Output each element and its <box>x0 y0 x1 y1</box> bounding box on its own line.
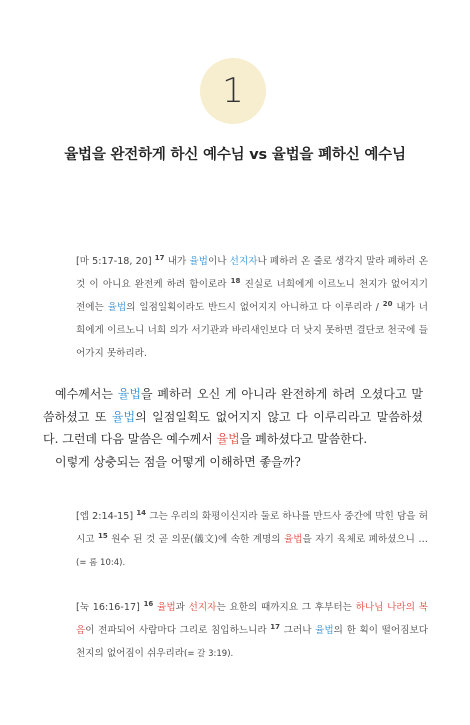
keyword-law: 율법 <box>117 387 141 401</box>
keyword-law: 율법 <box>107 302 127 313</box>
quote-reference: [엡 2:14-15] <box>76 511 137 522</box>
keyword-law: 율법 <box>315 625 334 636</box>
scripture-quote-luke <box>76 596 428 666</box>
verse-number: 16 <box>143 599 154 608</box>
body-paragraphs <box>43 383 423 473</box>
quote-text: 의 일점일획이라도 반드시 없어지지 아니하고 다 이루리라 / <box>126 302 383 313</box>
quote-text: 이 전파되어 사람마다 그리로 침입하느니라 <box>85 625 271 636</box>
scripture-quote-ephesians <box>76 505 428 575</box>
body-text: 을 폐하러 오신 게 아니라 완전하게 하려 오셨다고 말씀하셨고 또 <box>43 387 424 424</box>
verse-number: 14 <box>136 508 147 517</box>
keyword-law-red: 율법 <box>284 534 303 545</box>
scripture-quote-matthew <box>76 250 428 365</box>
quote-reference: [눅 16:16-17] <box>76 602 144 613</box>
quote-text: 내가 너희에게 이르노니 너희 의가 서기관과 바리새인보다 더 낫지 못하면 결단코 천국에 들어가지 못하리라. <box>76 302 428 359</box>
body-paragraph: 이렇게 상충되는 점을 어떻게 이해하면 좋을까? <box>55 454 301 469</box>
keyword-law-red: 율법 <box>216 432 240 446</box>
quote-text: 나 폐하러 온 줄로 생각지 말라 폐하러 온 것 이 아니요 완전케 하려 함이로라 <box>76 256 428 290</box>
quote-text: 진실로 너희에게 이르노니 천지가 없어지기 전에는 <box>76 279 428 313</box>
quote-text: 의 한 획이 떨어짐보다 천지의 없어짐이 쉬우리라 <box>76 625 428 659</box>
keyword-gospel-red: 하나님 나라의 복음 <box>76 602 428 636</box>
quote-text: 을 자기 육체로 폐하셨으니 … <box>302 534 428 545</box>
body-text: 예수께서는 <box>55 387 118 401</box>
body-text: 을 폐하셨다고 말씀한다. <box>239 432 368 446</box>
keyword-law: 율법 <box>189 256 208 267</box>
body-paragraph <box>43 383 423 451</box>
verse-number: 20 <box>382 299 393 308</box>
verse-number: 17 <box>270 622 281 631</box>
quote-text: 과 <box>175 602 189 613</box>
cross-reference: (= 롬 10:4). <box>76 558 126 568</box>
keyword-law: 율법 <box>111 409 136 424</box>
chapter-number-badge <box>200 58 266 124</box>
quote-text: 내가 <box>164 256 190 267</box>
keyword-prophets-red: 선지자 <box>188 602 217 613</box>
quote-text: 그러나 <box>280 625 316 636</box>
body-text: 의 일점일획도 없어지지 않고 다 이루리라고 말씀하셨다. 그런데 다음 말씀은 예수께서 <box>43 409 423 446</box>
page-title: 율법을 완전하게 하신 예수님 vs 율법을 폐하신 예수님 <box>64 147 406 163</box>
keyword-law-red: 율법 <box>157 602 176 613</box>
cross-reference: (= 갈 3:19). <box>184 649 234 659</box>
quote-text: 원수 된 것 곧 의문(儀文)에 속한 계명의 <box>107 534 284 545</box>
verse-number: 18 <box>230 276 241 285</box>
verse-number: 15 <box>98 531 108 540</box>
quote-reference: [마 5:17-18, 20] <box>76 256 155 267</box>
quote-text: 그는 우리의 화평이신지라 둘로 하나를 만드사 중간에 막힌 담을 허시고 <box>76 511 428 545</box>
quote-text: 는 요한의 때까지요 그 후부터는 <box>216 602 356 613</box>
quote-text: 이나 <box>207 256 230 267</box>
chapter-number: 1 <box>222 71 244 111</box>
keyword-prophets: 선지자 <box>229 256 258 267</box>
verse-number: 17 <box>154 253 165 262</box>
